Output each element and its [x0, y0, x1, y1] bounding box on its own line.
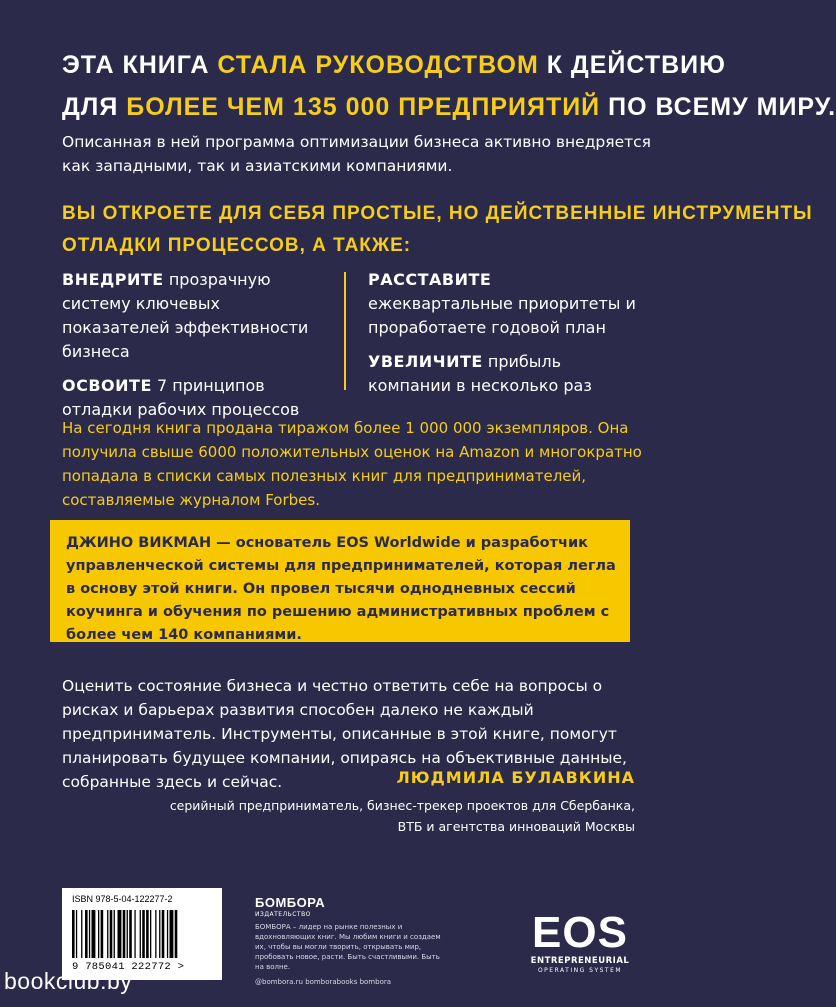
- review-role-line-2: ВТБ и агентства инноваций Москвы: [397, 819, 635, 834]
- action-item: [62, 374, 332, 422]
- tools-title: [62, 198, 813, 262]
- headline-text: К ДЕЙСТВИЮ: [538, 51, 726, 79]
- action-verb: ВНЕДРИТЕ: [62, 270, 164, 289]
- review-paragraph: Оценить состояние бизнеса и честно ответить себе на вопросы о рисках и барьерах развития способен далеко не каждый предприниматель. Инструменты, описанные в этой книге, помогут планировать будущее компании, опираясь на объективные данные, собранные здесь и сейчас.: [62, 677, 627, 791]
- action-verb: РАССТАВИТЕ: [368, 270, 492, 289]
- publisher-description: БОМБОРА – лидер на рынке полезных и вдохновляющих книг. Мы любим книги и создаем их, чтобы вы могли творить, открывать мир, пробовать новое, расти. Быть счастливыми. Быть на волне.: [255, 923, 441, 971]
- author-bio-text: ДЖИНО ВИКМАН — основатель EOS Worldwide и разработчик управленческой системы для предпринимателей, которая легла в основу этой книги. Он провел тысячи однодневных сессий коучинга и обучения по решению административных проблем с более чем 140 компаниями.: [66, 535, 616, 643]
- action-item: [368, 268, 638, 340]
- publisher-block: [255, 896, 445, 987]
- publisher-logo: БОМБОРА: [255, 895, 326, 910]
- review-author: ЛЮДМИЛА БУЛАВКИНА: [396, 768, 635, 787]
- action-verb: ОСВОИТЕ: [62, 376, 152, 395]
- headline-highlight: БОЛЕЕ ЧЕМ 135 000 ПРЕДПРИЯТИЙ: [126, 93, 601, 121]
- eos-tagline-1: ENTREPRENEURIAL: [530, 956, 630, 966]
- column-divider: [344, 272, 346, 390]
- action-item: [62, 268, 332, 364]
- action-text: ежеквартальные приоритеты и проработаете годовой план: [368, 294, 636, 337]
- headline: [62, 44, 836, 128]
- action-text: 7 принципов отладки рабочих процессов: [62, 376, 300, 419]
- eos-logo-block: [525, 910, 635, 975]
- publisher-social-links: @bombora.ru bomborabooks bombora: [255, 978, 392, 986]
- tools-title-line-2: ОТЛАДКИ ПРОЦЕССОВ, А ТАКЖЕ:: [62, 235, 412, 256]
- isbn: ISBN 978-5-04-122277-2: [72, 894, 173, 904]
- headline-line-2: [62, 86, 836, 128]
- barcode: [62, 888, 222, 980]
- headline-text: ЭТА КНИГА: [62, 51, 218, 79]
- headline-line-1: [62, 44, 726, 86]
- action-text: прозрачную систему ключевых показателей эффективности бизнеса: [62, 270, 309, 361]
- intro-paragraph: Описанная в ней программа оптимизации бизнеса активно внедряется как западными, так и азиатскими компаниями.: [62, 133, 652, 175]
- barcode-bars-icon: [72, 910, 212, 958]
- review-role-line-1: серийный предприниматель, бизнес-трекер проектов для Сбербанка,: [169, 798, 635, 813]
- action-column-right: [368, 268, 638, 408]
- action-verb: УВЕЛИЧИТЕ: [368, 352, 483, 371]
- sales-paragraph: На сегодня книга продана тиражом более 1 000 000 экземпляров. Она получила свыше 6000 положительных оценок на Amazon и многократно попадала в списки самых полезных книг для предпринимателей, составляемые журналом Forbes.: [62, 419, 642, 509]
- publisher-subtitle: ИЗДАТЕЛЬСТВО: [255, 911, 311, 918]
- action-column-left: [62, 268, 332, 432]
- headline-highlight: СТАЛА РУКОВОДСТВОМ: [217, 51, 539, 79]
- review-author-role: [62, 795, 635, 837]
- author-bio-box: [50, 520, 630, 642]
- action-item: [368, 350, 638, 398]
- eos-logo-icon: EOS: [532, 908, 628, 957]
- watermark: bookclub.by: [4, 968, 133, 994]
- action-text: прибыль компании в несколько раз: [368, 352, 592, 395]
- headline-text: ДЛЯ: [62, 93, 127, 121]
- barcode-digits: 9 785041 222772 >: [72, 961, 185, 973]
- eos-tagline-2: OPERATING SYSTEM: [537, 967, 623, 974]
- tools-title-line-1: ВЫ ОТКРОЕТЕ ДЛЯ СЕБЯ ПРОСТЫЕ, НО ДЕЙСТВЕННЫЕ ИНСТРУМЕНТЫ: [62, 203, 813, 224]
- headline-text: ПО ВСЕМУ МИРУ.: [600, 93, 836, 121]
